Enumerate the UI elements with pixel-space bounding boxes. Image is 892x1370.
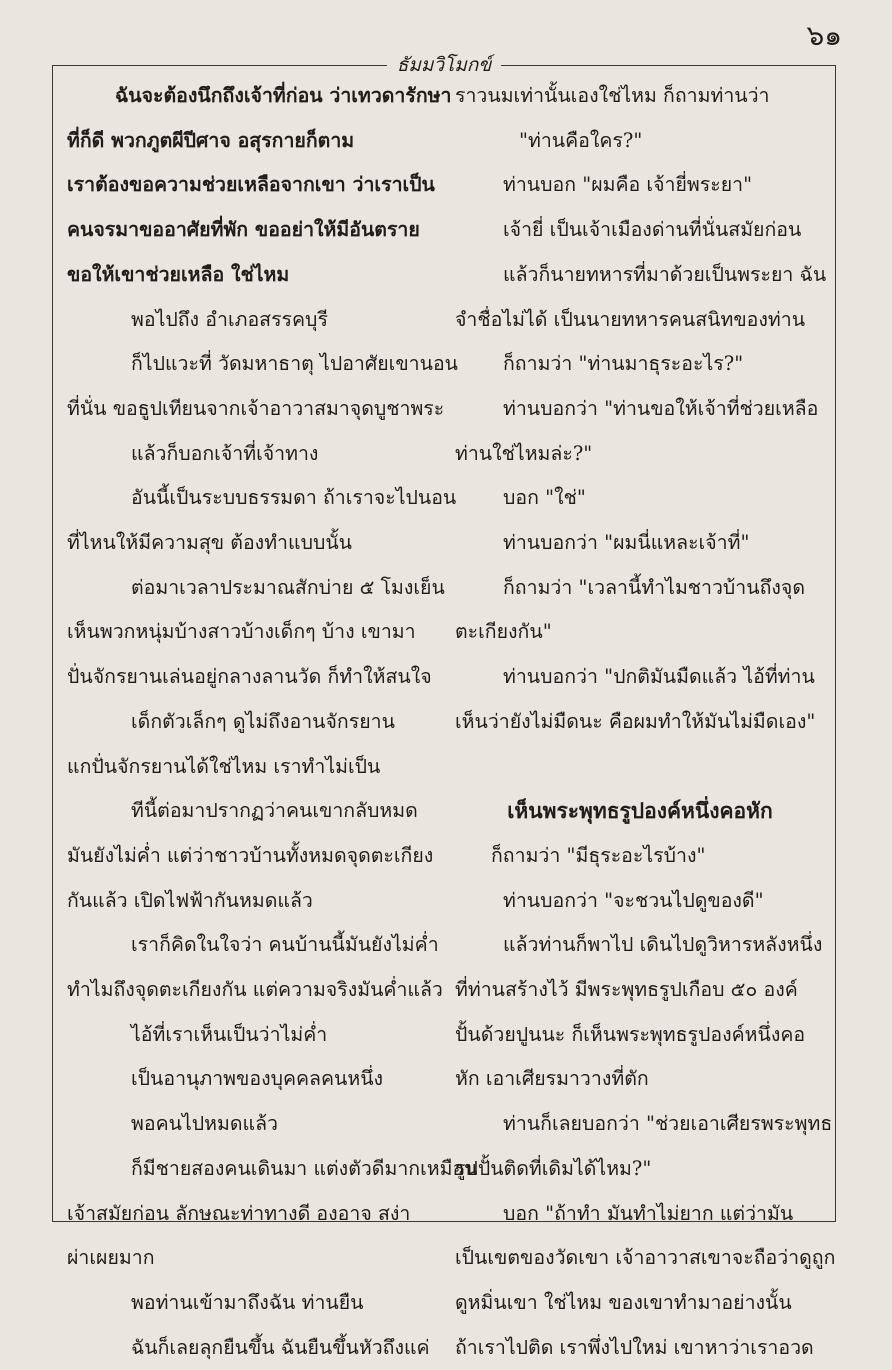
paragraph-line: เป็นเขตของวัดเขา เจ้าอาวาสเขาจะถือว่าดูถูก — [455, 1246, 836, 1270]
paragraph-line: ปั่นจักรยานเล่นอยู่กลางลานวัด ก็ทำให้สนใจ — [67, 665, 432, 689]
section-heading: เห็นพระพุทธรูปองค์หนึ่งคอหัก — [507, 798, 773, 824]
paragraph-line: ท่านบอกว่า "ท่านขอให้เจ้าที่ช่วยเหลือ — [503, 396, 819, 420]
paragraph-line: ท่านบอก "ผมคือ เจ้ายี่พระยา" — [503, 173, 753, 197]
running-title: ธัมมวิโมกข์ — [387, 52, 502, 78]
paragraph-line: ที่นั่น ขอธูปเทียนจากเจ้าอาวาสมาจุดบูชาพระ — [67, 396, 445, 420]
paragraph-line: กันแล้ว เปิดไฟฟ้ากันหมดแล้ว — [67, 888, 313, 912]
paragraph-line: ปั้นด้วยปูนนะ ก็เห็นพระพุทธรูปองค์หนึ่งคอ — [455, 1022, 806, 1046]
page-number: ๖๑ — [806, 19, 842, 52]
paragraph-line: ดูหมิ่นเขา ใช่ไหม ของเขาทำมาอย่างนั้น — [455, 1290, 792, 1314]
paragraph-line: เห็นว่ายังไม่มืดนะ คือผมทำให้มันไม่มืดเอง" — [455, 709, 816, 733]
paragraph-line: ก็ถามว่า "ท่านมาธุระอะไร?" — [503, 352, 744, 376]
paragraph-line: ท่านบอกว่า "ปกติมันมืดแล้ว ไอ้ที่ท่าน — [503, 665, 815, 689]
paragraph-line: พอคนไปหมดแล้ว — [131, 1112, 278, 1136]
paragraph-line: พอท่านเข้ามาถึงฉัน ท่านยืน — [131, 1290, 364, 1314]
paragraph-line: คนจรมาขออาศัยที่พัก ขออย่าให้มีอันตราย — [67, 218, 420, 242]
paragraph-line: ที่ท่านสร้างไว้ มีพระพุทธรูปเกือบ ๕๐ องค์ — [455, 978, 798, 1002]
paragraph-line: มันยังไม่ค่ำ แต่ว่าชาวบ้านทั้งหมดจุดตะเกียง — [67, 843, 434, 867]
paragraph-line: ต่อมาเวลาประมาณสักบ่าย ๕ โมงเย็น — [131, 575, 445, 599]
paragraph-line: เราต้องขอความช่วยเหลือจากเขา ว่าเราเป็น — [67, 173, 435, 197]
paragraph-line: รูปปั้นติดที่เดิมได้ไหม?" — [455, 1156, 652, 1180]
paragraph-line: แล้วก็นายทหารที่มาด้วยเป็นพระยา ฉัน — [503, 262, 827, 286]
paragraph-line: ท่านบอกว่า "จะชวนไปดูของดี" — [503, 888, 764, 912]
paragraph-line: เป็นอานุภาพของบุคคลคนหนึ่ง — [131, 1067, 384, 1091]
paragraph-line: ที่ก็ดี พวกภูตผีปีศาจ อสุรกายก็ตาม — [67, 128, 355, 152]
paragraph-line: ที่ไหนให้มีความสุข ต้องทำแบบนั้น — [67, 531, 352, 555]
paragraph-line: แกปั่นจักรยานได้ใช่ไหม เราทำไม่เป็น — [67, 754, 381, 778]
paragraph-line: ราวนมเท่านั้นเองใช่ไหม ก็ถามท่านว่า — [455, 84, 770, 107]
paragraph-line: แล้วก็บอกเจ้าที่เจ้าทาง — [131, 441, 319, 465]
paragraph-line: ทีนี้ต่อมาปรากฏว่าคนเขากลับหมด — [131, 799, 418, 823]
text-frame — [52, 54, 836, 1359]
paragraph-line: บอก "ใช่" — [503, 486, 586, 510]
paragraph-line: ก็ถามว่า "มีธุระอะไรบ้าง" — [491, 843, 706, 867]
paragraph-line: ตะเกียงกัน" — [455, 620, 552, 644]
paragraph-line: ก็มีชายสองคนเดินมา แต่งตัวดีมากเหมือน — [131, 1156, 478, 1180]
paragraph-line: ถ้าเราไปติด เราพึ่งไปใหม่ เขาหาว่าเราอวด — [455, 1335, 814, 1359]
paragraph-line: พอไปถึง อำเภอสรรคบุรี — [131, 307, 328, 331]
paragraph-line: อันนี้เป็นระบบธรรมดา ถ้าเราจะไปนอน — [131, 486, 457, 510]
paragraph-line: ขอให้เขาช่วยเหลือ ใช่ไหม — [67, 262, 290, 286]
paragraph-line: บอก "ถ้าทำ มันทำไม่ยาก แต่ว่ามัน — [503, 1201, 794, 1225]
paragraph-line: ท่านใช่ไหมล่ะ?" — [455, 441, 593, 465]
paragraph-line: ท่านก็เลยบอกว่า "ช่วยเอาเศียรพระพุทธ — [503, 1112, 833, 1136]
paragraph-line: ฉันก็เลยลุกยืนขึ้น ฉันยืนขึ้นหัวถึงแค่ — [131, 1335, 430, 1359]
paragraph-line: "ท่านคือใคร?" — [519, 128, 643, 152]
blank-line — [455, 745, 825, 790]
left-column — [67, 74, 478, 1370]
paragraph-line: เจ้าสมัยก่อน ลักษณะท่าทางดี องอาจ สง่า — [67, 1201, 411, 1225]
paragraph-line: ท่านบอกว่า "ผมนี่แหละเจ้าที่" — [503, 531, 750, 555]
paragraph-line: เราก็คิดในใจว่า คนบ้านนี้มันยังไม่ค่ำ — [131, 933, 439, 957]
paragraph-line: ก็ไปแวะที่ วัดมหาธาตุ ไปอาศัยเขานอน — [131, 352, 458, 376]
paragraph-line: ไอ้ที่เราเห็นเป็นว่าไม่ค่ำ — [131, 1022, 328, 1046]
paragraph-line: หัก เอาเศียรมาวางที่ตัก — [455, 1067, 649, 1091]
paragraph-line: จำชื่อไม่ได้ เป็นนายทหารคนสนิทของท่าน — [455, 307, 806, 331]
paragraph-line: ทำไมถึงจุดตะเกียงกัน แต่ความจริงมันค่ำแล้ว — [67, 978, 443, 1002]
paragraph-line: ฉันจะต้องนึกถึงเจ้าที่ก่อน ว่าเทวดารักษา — [115, 84, 452, 107]
paragraph-line: ก็ถามว่า "เวลานี้ทำไมชาวบ้านถึงจุด — [503, 575, 806, 599]
paragraph-line: เด็กตัวเล็กๆ ดูไม่ถึงอานจักรยาน — [131, 709, 395, 733]
right-column — [455, 74, 836, 1370]
paragraph-line: ผ่าเผยมาก — [67, 1246, 155, 1270]
paragraph-line: เห็นพวกหนุ่มบ้างสาวบ้างเด็กๆ บ้าง เขามา — [67, 620, 416, 644]
paragraph-line: เจ้ายี่ เป็นเจ้าเมืองด่านที่นั่นสมัยก่อน — [503, 218, 802, 242]
paragraph-line: แล้วท่านก็พาไป เดินไปดูวิหารหลังหนึ่ง — [503, 933, 823, 957]
